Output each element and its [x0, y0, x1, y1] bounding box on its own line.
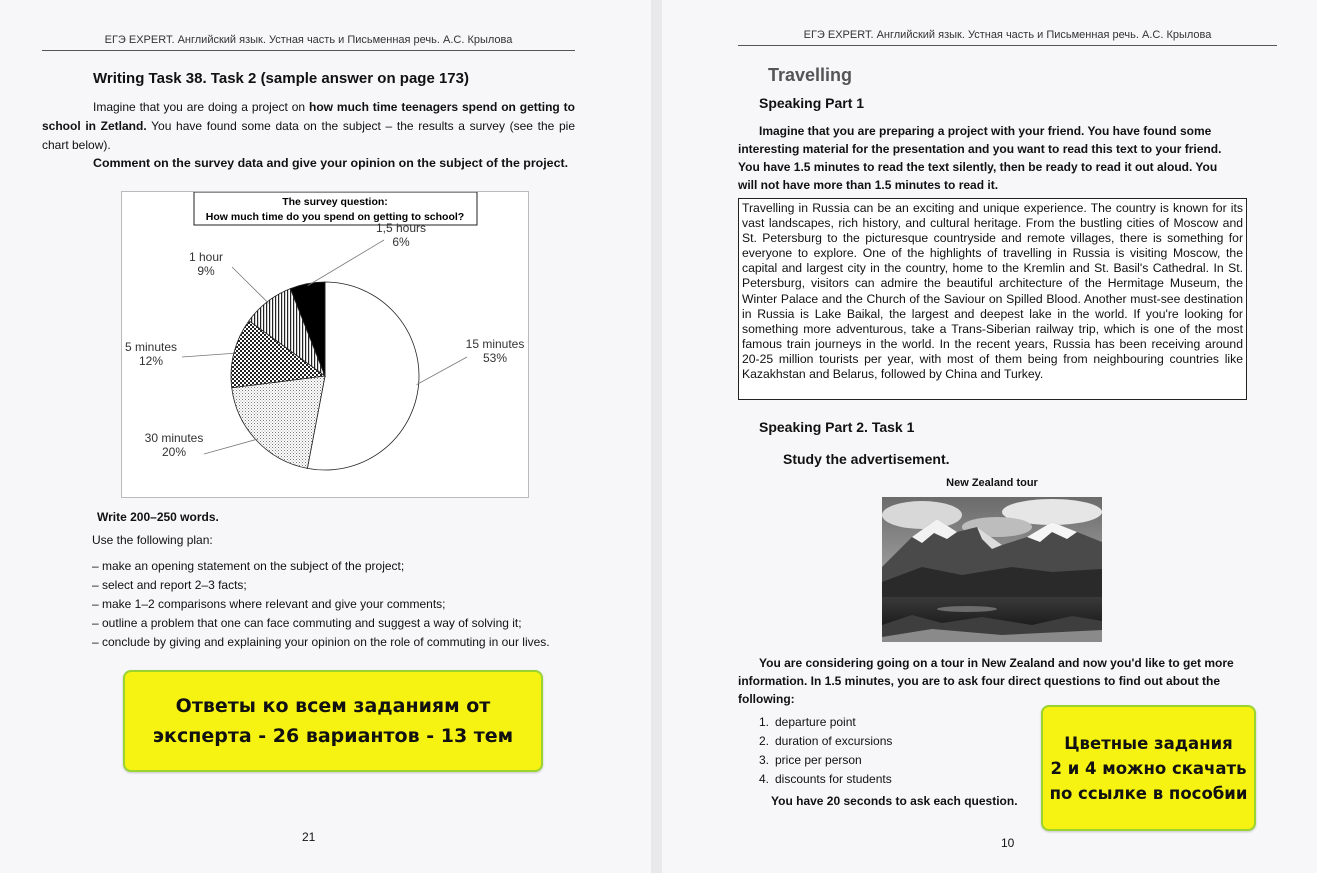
answers-banner[interactable] — [123, 670, 543, 772]
task-title: Writing Task 38. Task 2 (sample answer on page 173) — [93, 70, 469, 87]
list-item: 3. price per person — [759, 753, 862, 767]
slice-label: 1,5 hours — [375, 221, 427, 235]
plan-item: – conclude by giving and explaining your opinion on the role of commuting in our lives. — [92, 635, 550, 649]
right-page — [662, 0, 1317, 873]
plan-item: – make 1–2 comparisons where relevant and give your comments; — [92, 597, 446, 611]
reading-text-box: Travelling in Russia can be an exciting and unique experience. The country is known for its vast landscapes, rich history, and cultural heritage. From the bustling cities of Moscow and St. Petersburg to the picturesque countryside and remote villages, there is something for everyone to explore. One of the highlights of travelling in Russia is visiting Moscow, the capital and largest city in the country, home to the Kremlin and St. Basil's Cathedral. In St. Petersburg, visitors can admire the beautiful architecture of the Hermitage Museum, the Winter Palace and the Church of the Saviour on Spilled Blood. Another must-see destination in Russia is Lake Baikal, the largest and deepest lake in the world. If you're looking for something more adventurous, take a Trans-Siberian railway trip, which is one of the most famous train journeys in the world. In the recent years, Russia has been receiving around 20-25 million tourists per year, with most of them being from neighbouring countries like Kazakhstan and Belarus, followed by China and Turkey. — [738, 198, 1247, 400]
slice-label: 1 hour — [188, 250, 224, 264]
list-item: 1. departure point — [759, 715, 856, 729]
chart-title-line2: How much time do you spend on getting to school? — [205, 211, 465, 223]
left-page — [0, 0, 651, 873]
slice-value: 9% — [197, 264, 215, 278]
slice-label: 5 minutes — [124, 340, 178, 354]
mountain-lake-image — [882, 497, 1102, 642]
slice-value: 20% — [161, 445, 187, 459]
plan-list — [92, 557, 550, 652]
page-number: 10 — [1001, 836, 1015, 850]
leader-line — [182, 353, 236, 357]
slice-value: 12% — [138, 354, 164, 368]
plan-item: – select and report 2–3 facts; — [92, 578, 247, 592]
task-intro — [42, 98, 575, 155]
comment-instruction: Comment on the survey data and give your opinion on the subject of the project. — [93, 156, 569, 170]
plan-item: – make an opening statement on the subject of the project; — [92, 559, 405, 573]
slice-value: 6% — [392, 235, 410, 249]
banner-line: по ссылке в пособии — [1049, 783, 1248, 803]
page-header: ЕГЭ EXPERT. Английский язык. Устная часть и Письменная речь. А.С. Крылова — [42, 34, 575, 51]
plan-intro: Use the following plan: — [92, 533, 213, 547]
page-header: ЕГЭ EXPERT. Английский язык. Устная часть и Письменная речь. А.С. Крылова — [738, 29, 1277, 46]
leader-line — [417, 357, 467, 385]
leader-line — [204, 439, 258, 454]
intro-text: Imagine that you are doing a project on — [93, 100, 309, 114]
word-count: Write 200–250 words. — [97, 510, 219, 524]
page-number: 21 — [302, 830, 316, 844]
leader-line — [232, 267, 269, 303]
pie-chart — [122, 192, 528, 497]
banner-line: 2 и 4 можно скачать — [1050, 758, 1247, 778]
chart-title-line1: The survey question: — [282, 196, 388, 208]
study-ad: Study the advertisement. — [783, 451, 950, 467]
part2-instructions: You are considering going on a tour in New Zealand and now you'd like to get more information. In 1.5 minutes, you are to ask four direct questions to find out about the following: — [738, 656, 1234, 706]
part1-title: Speaking Part 1 — [759, 95, 865, 111]
leader-line — [308, 240, 384, 286]
banner-line: эксперта - 26 вариантов - 13 тем — [152, 725, 514, 747]
topic-title: Travelling — [768, 65, 853, 85]
download-banner[interactable] — [1041, 705, 1256, 831]
intro-text-end: You have found some data on the subject – the results a survey (see the pie chart below). — [42, 119, 575, 152]
plan-item: – outline a problem that one can face commuting and suggest a way of solving it; — [92, 616, 522, 630]
part1-instructions: Imagine that you are preparing a project with your friend. You have found some interesting material for the presentation and you want to read this text to your friend. You have 1.5 minutes to read the text silently, then be ready to read it out aloud. You will not have more than 1.5 minutes to read it. — [738, 124, 1222, 192]
slice-label: 15 minutes — [465, 337, 525, 351]
banner-line: Ответы ко всем заданиям от — [175, 695, 491, 717]
question-list — [759, 713, 892, 789]
time-note: You have 20 seconds to ask each question. — [771, 794, 1018, 808]
list-item: 4. discounts for students — [759, 772, 892, 786]
pie-chart-frame — [121, 191, 529, 498]
banner-line: Цветные задания — [1064, 733, 1233, 753]
list-item: 2. duration of excursions — [759, 734, 893, 748]
slice-label: 30 minutes — [144, 431, 204, 445]
slice-value: 53% — [482, 351, 508, 365]
intro-bold: how much time teenagers spend on getting to school in Zetland. — [42, 100, 575, 133]
part2-title: Speaking Part 2. Task 1 — [759, 419, 915, 435]
ad-title: New Zealand tour — [946, 477, 1038, 489]
new-zealand-photo — [882, 497, 1102, 642]
